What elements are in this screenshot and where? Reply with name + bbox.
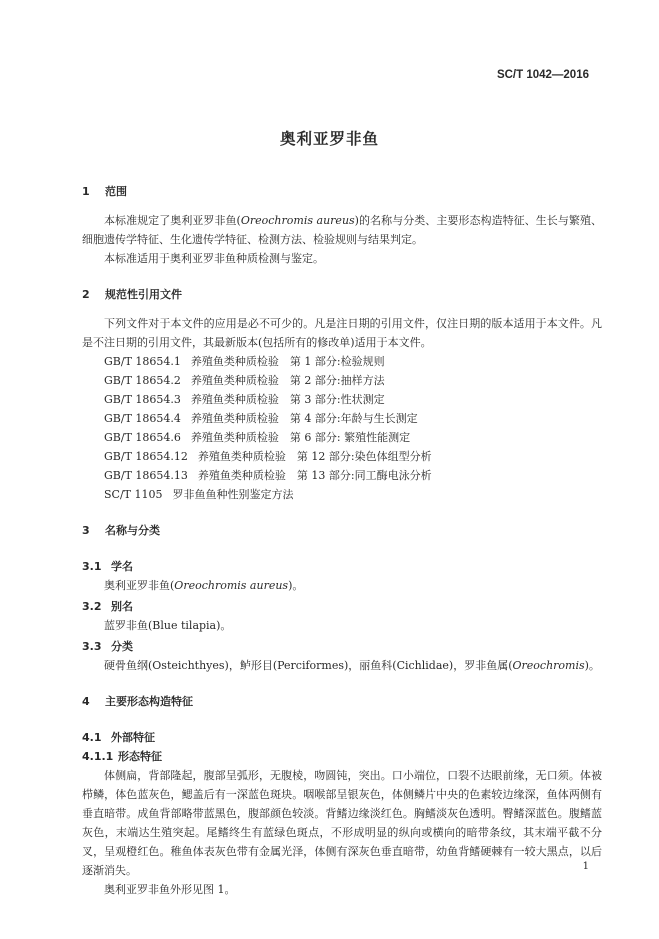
reference-code: GB/T 18654.12 — [104, 450, 188, 463]
section-number: 4.1.1 — [82, 750, 114, 763]
section-1-heading — [82, 182, 602, 201]
section-title: 主要形态构造特征 — [105, 695, 193, 708]
reference-code: SC/T 1105 — [104, 488, 163, 501]
reference-title: 养殖鱼类种质检验 第 3 部分:性状测定 — [190, 393, 385, 406]
latin-name: Oreochromis aureus — [174, 579, 289, 592]
page-title: 奥利亚罗非鱼 — [279, 130, 379, 148]
reference-title: 养殖鱼类种质检验 第 12 部分:染色体组型分析 — [197, 450, 432, 463]
morphology-paragraph: 体侧扁，背部隆起，腹部呈弧形，无腹棱，吻圆钝，突出。口小端位，口裂不达眼前缘，无口须。体被栉鳞，体色蓝灰色，鳃盖后有一深蓝色斑块。咽喉部呈银灰色，体侧鳞片中央的色素较边缘深，鱼体两侧有垂直暗带。成鱼背部略带蓝黑色，腹部颜色较淡。背鳍边缘淡红色。胸鳍淡灰色透明。臀鳍深蓝色。腹鳍蓝灰色，末端达生殖突起。尾鳍终生有蓝绿色斑点，不形成明显的纵向或横向的暗带条纹，其末端平截不分叉，呈观橙红色。稚鱼体表灰色带有金属光泽，体侧有深灰色垂直暗带，幼鱼背鳍硬棘有一较大黑点，以后逐渐消失。 — [82, 769, 602, 877]
section-2-heading — [82, 285, 602, 304]
section-4-1-1-heading — [82, 747, 602, 766]
applicability-paragraph: 本标准适用于奥利亚罗非鱼种质检测与鉴定。 — [104, 252, 324, 265]
page-number: 1 — [582, 861, 589, 872]
section-number: 4.1 — [82, 731, 102, 744]
section-title: 形态特征 — [118, 750, 162, 763]
document-body — [82, 182, 602, 899]
reference-code: GB/T 18654.13 — [104, 469, 188, 482]
classification-paragraph: 硬骨鱼纲(Osteichthyes)，鲈形目(Perciformes)，丽鱼科(Cichlidae)，罗非鱼属(Oreochromis)。 — [104, 659, 600, 672]
section-title: 规范性引用文件 — [105, 288, 182, 301]
reference-item — [82, 352, 602, 371]
section-number: 2 — [82, 288, 90, 301]
section-number: 3.2 — [82, 600, 102, 613]
reference-title: 养殖鱼类种质检验 第 13 部分:同工酶电泳分析 — [197, 469, 432, 482]
scientific-name-paragraph: 奥利亚罗非鱼(Oreochromis aureus)。 — [104, 579, 304, 592]
reference-item — [82, 390, 602, 409]
reference-item — [82, 447, 602, 466]
scope-paragraph: 本标准规定了奥利亚罗非鱼(Oreochromis aureus)的名称与分类、主要形态构造特征、生长与繁殖、细胞遗传学特征、生化遗传学特征、检测方法、检验规则与结果判定。 — [82, 214, 602, 246]
section-3-2-heading — [82, 597, 602, 616]
reference-item — [82, 466, 602, 485]
reference-code: GB/T 18654.4 — [104, 412, 181, 425]
alias-paragraph: 蓝罗非鱼(Blue tilapia)。 — [104, 619, 232, 632]
reference-code: GB/T 18654.6 — [104, 431, 181, 444]
references-intro-paragraph: 下列文件对于本文件的应用是必不可少的。凡是注日期的引用文件，仅注日期的版本适用于本文件。凡是不注日期的引用文件，其最新版本(包括所有的修改单)适用于本文件。 — [82, 317, 602, 349]
section-3-heading — [82, 521, 602, 540]
reference-title: 养殖鱼类种质检验 第 4 部分:年龄与生长测定 — [190, 412, 418, 425]
section-number: 3 — [82, 524, 90, 537]
section-title: 别名 — [111, 600, 133, 613]
reference-title: 养殖鱼类种质检验 第 2 部分:抽样方法 — [190, 374, 385, 387]
section-number: 3.1 — [82, 560, 102, 573]
reference-code: GB/T 18654.3 — [104, 393, 181, 406]
reference-list — [82, 352, 602, 504]
section-3-3-heading — [82, 637, 602, 656]
section-title: 名称与分类 — [105, 524, 160, 537]
latin-name: Oreochromis — [512, 659, 585, 672]
section-number: 3.3 — [82, 640, 102, 653]
reference-item — [82, 485, 602, 504]
latin-name: Oreochromis aureus — [240, 214, 355, 227]
reference-title: 养殖鱼类种质检验 第 1 部分:检验规则 — [190, 355, 385, 368]
section-4-1-heading — [82, 728, 602, 747]
section-title: 分类 — [111, 640, 133, 653]
section-number: 1 — [82, 185, 90, 198]
standard-code: SC/T 1042—2016 — [496, 69, 589, 81]
figure-reference-paragraph: 奥利亚罗非鱼外形见图 1。 — [104, 883, 236, 896]
reference-code: GB/T 18654.2 — [104, 374, 181, 387]
section-4-heading — [82, 692, 602, 711]
reference-item — [82, 409, 602, 428]
section-title: 学名 — [111, 560, 133, 573]
section-3-1-heading — [82, 557, 602, 576]
reference-title: 养殖鱼类种质检验 第 6 部分: 繁殖性能测定 — [190, 431, 411, 444]
section-number: 4 — [82, 695, 90, 708]
reference-item — [82, 371, 602, 390]
reference-item — [82, 428, 602, 447]
reference-code: GB/T 18654.1 — [104, 355, 181, 368]
section-title: 外部特征 — [111, 731, 155, 744]
reference-title: 罗非鱼鱼种性别鉴定方法 — [172, 488, 294, 501]
section-title: 范围 — [105, 185, 127, 198]
